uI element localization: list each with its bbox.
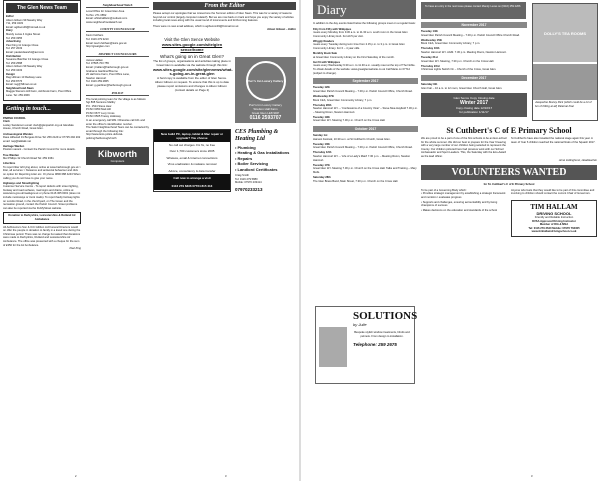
diary-event-text: The Glen Brass Band, Main Street, 7.30 p.m. Church on the Cross Hall.	[313, 179, 399, 183]
copy-date-publication: for publication 1/11/17	[459, 110, 489, 115]
diary-event	[421, 56, 527, 63]
diary-event-heading: Tuesday 12th	[313, 86, 330, 90]
dollys-photo-2	[533, 64, 597, 100]
diary-intro: In addition to the day events listed below the following groups meet on a regular basis:	[313, 22, 416, 25]
dollys-title: DOLLY'S TEA ROOMS	[544, 30, 586, 36]
county-councillor-heading: COUNTY COUNCILLOR	[86, 27, 149, 32]
school-heading: St Cuthbert's C of E Primary School	[446, 126, 572, 135]
contact-entry-heading: Tree Warden	[3, 153, 20, 157]
diary-event-text: Great Glen Parish Council Meeting – 7.00 p.m. Parish Council Office, Church Road.	[313, 146, 413, 150]
diary-label: Diary	[6, 29, 13, 33]
ces-name: CES Plumbing & Heating Ltd	[235, 128, 279, 142]
glen-news-team-title: The Glen News Team	[6, 3, 78, 13]
left-column-2	[86, 0, 149, 478]
diary-event-text: Book Club, Great Glen Community Library, 7 p.m.	[313, 98, 373, 102]
website-question: What's going on in Great Glen?	[160, 53, 224, 59]
purrs-inn-logo	[246, 61, 286, 101]
contact-entry-text: Lesley Sanderson email: clerk@glenparish.org.uk Glendale House, Church Road, Great Glen.	[3, 123, 74, 131]
tim-hallam-name: TIM HALLAM	[530, 202, 578, 211]
news-label: Neighbourhood News	[6, 86, 34, 90]
regular-event-heading: Wriggly Readers	[313, 39, 335, 43]
diary-event-heading: Thursday 23rd	[421, 64, 440, 68]
left-page	[0, 0, 299, 481]
neighbourhood-watch-text: Local Office for Great Glen Area Tel No: 271 0852 Email: whitehallfarm@outlook.com www.neighbourhoodwatch.net	[86, 10, 128, 24]
window-blind-image	[319, 327, 347, 367]
contact-entry-text: Dave Hillwood 31 Burgess Drive Tel: 259 2129 or 07725 292 202 email: nap@talktalk.net	[3, 136, 81, 143]
getting-in-touch-heading: Getting in touch...	[3, 104, 81, 114]
from-editor-sig: Alison Gibson – Editor	[267, 28, 296, 32]
volunteer-duty: • Provides strategic management by establishing a strategic framework and monitors / evaluates progress	[421, 192, 506, 199]
nov-events	[421, 30, 527, 72]
kibworth-line-6: Advice, consultancy & data transfer	[168, 168, 216, 173]
diary-event-text: Great Glen W.I. Meeting 7.30 p.m. Church on the Cross Hall. Talks and Training – Mary Mells.	[313, 167, 417, 174]
website-body-2: A hard copy is available from the editor of Glen Sence. Alison Gibson on request. To ensure that this is up to date please report omissions and changes to Alison Gibson (contact details on Page 2)	[154, 76, 230, 92]
diary-event-text: Great Glen W.I. Meeting, 7.30 p.m. Church on the Cross Hall.	[421, 59, 495, 63]
contact-entry-heading: Heritage Warden	[3, 144, 25, 148]
volunteers-subheading: for St. Cuthbert's C of E Primary School	[483, 183, 535, 187]
website-body: The list of groups, organisations and activities taking place in Great Glen is available via the website through this link:	[153, 58, 231, 67]
regular-event-text: meets every Monday from 9.30 a.m. to 11.30 a.m. south room in the Great Glen Community Library Hub. For £0.5 per visit.	[313, 31, 408, 38]
diary-event	[313, 104, 418, 115]
contact-entry	[3, 145, 81, 152]
advertising-label: Advertising	[6, 40, 21, 44]
glen-news-team-box	[3, 0, 81, 101]
tim-hallam-l4: Member of DIA & MSA	[539, 223, 569, 227]
from-editor-heading: From the Editor	[153, 2, 296, 10]
contact-entry-text: Mel Phillips 32 Church Road Tel: 259 3361	[3, 157, 54, 161]
sep-heading: September 2017	[313, 78, 418, 84]
solutions-text: Bespoke stylish window treatments, blinds and pelmets. From design to installation.	[354, 331, 410, 338]
parish-council-heading: PARISH COUNCIL	[3, 116, 26, 120]
right-page	[301, 0, 600, 481]
contact-entry-text: Customer Service Centre - To report defects with street lighting, footway and road surfaces, road signs and drains, online at www.leics.gov.uk/roadsgov.uk or phone 0116 305 0001 (does not include motorways or trunk roads). To report faulty footway lights on London Road, in the churchyard, on The Green and the recreation ground, contact the Parish Council. Street problems can also be reported via the FixMyStreet website.	[3, 185, 81, 210]
regular-events	[313, 28, 418, 76]
copy-date-label: Glen Sence Copy Closing date	[453, 96, 495, 101]
diary-event-heading: Tuesday 17th	[313, 163, 330, 167]
diary-event-text: Harvest Festival, 10.30 a.m. at St Cuthbert's Church, Great Glen.	[313, 137, 391, 141]
contact-entry-heading: Archaeological Warden	[3, 132, 33, 136]
ces-service-item: • Landlord Certificates	[235, 166, 278, 172]
diary-event-heading: Thursday 16th	[421, 47, 440, 51]
kibworth-ad-header	[86, 147, 149, 165]
oct-heading: October 2017	[313, 126, 418, 132]
solutions-phone: Telephone: 259 2675	[353, 342, 397, 348]
tim-hallam-l5: Tel: 0116 279 3640 Mobile: 07976 762305	[528, 226, 580, 230]
regular-event-heading: Monthly Book Sale	[313, 52, 338, 56]
copy-date-closing: Copy closing date 12/10/17	[455, 106, 493, 111]
regular-event-text: meets every Tuesday during term time from 2.15 p.m. to 3 p.m. in Great Glen Community Library. For 0 – 4 year olds.	[313, 43, 405, 51]
advertising-info: Paul King 11 Grange Close Tel: 257 2033 Email: paulandsarah1@aol.com	[6, 43, 45, 54]
contact-entry	[3, 154, 81, 161]
diary-event-text: Glen Fair – 10 a.m. to 12 noon, Great Glen Church Hall, Great Glen.	[421, 86, 503, 90]
purrs-inn-ad	[235, 57, 296, 123]
school-text-2: St Cuthbert's have also travelled the national stage again this year. A team of Year 6 children reached the national finals of the Squash 2017.	[511, 137, 596, 144]
regular-event-heading: Fitty from Fifty with Wikipipes	[313, 27, 352, 31]
school-text: We are proud to be a part of one of the first schools to be an Eco-school for the whole summer. We did our best to prepare for the Year 6 leaving with a very large number of our children being selected to represent the County. Our children pictured here had previous work with our School Ambassador and Sport Leaders. This, the Saturday with the Eco-Award as the lead officer.	[421, 137, 507, 158]
website-visit: Visit the Glen Sence Website	[164, 36, 220, 42]
contact-entry	[3, 133, 81, 144]
website-link[interactable]: www.sites.google.com/site/glen sence/home	[161, 41, 223, 52]
dollys-tea-rooms-ad	[532, 3, 598, 121]
diary-event	[313, 116, 418, 123]
regular-event	[313, 61, 418, 75]
design-info: Reg Hillman 13 Redway Lane Tel: 259 8776 Email: reg@hillman.co.uk	[6, 76, 42, 87]
dec-events	[421, 83, 527, 90]
neighbourhood-watch-heading: Neighbourhood Watch	[86, 3, 149, 8]
oct-events	[313, 134, 418, 183]
dollys-photo	[533, 4, 597, 62]
contact-entry-text: Position vacant - Contact the Parish Council for more details.	[3, 148, 76, 152]
purrs-inn-logo-text: Purr's Inn Luxury Cattery	[247, 78, 284, 83]
contact-entry	[3, 120, 81, 131]
air-ambulance-text: All Ashbourne's Son & ICC Gibbon Ltd Funeral Directors would on offer the people in donation to family in a loved one during the Christmas period. There was no charge but asked that donations were made to Derbyshire, Rutland and Leicestershire Air Ambulance. The office was presented with a cheque for the sum of £350 for the Air Ambulance.	[3, 225, 81, 247]
volunteers-list	[421, 192, 507, 212]
diary-event	[313, 95, 418, 102]
diary-event-text: Great Glen Parish Council Meeting – 7.00 p.m. Parish Council Office Church Road.	[421, 33, 520, 37]
regular-event-heading: Get fit with Wikipipes	[313, 60, 341, 64]
ces-service-item: • Boiler Servicing	[235, 161, 268, 167]
volunteer-duty: • Makes decisions on the education and standards of the school	[421, 208, 497, 212]
contact-entry-heading: Highways and Streetlighting	[3, 181, 40, 185]
left-page-number: 2	[75, 475, 77, 479]
distribution-info: Susanne Batchler 13 Grange Close Tel: 259 2588 Alison Gibson 99 Naseby Way Tel: 259 3433	[6, 58, 49, 72]
volunteer-duty: • Supports and challenges, ensuring accountability and by being champions of success	[421, 200, 498, 208]
left-column-3	[153, 0, 296, 478]
kibworth-line-3: Over 1,700 customers since 2005	[169, 149, 215, 154]
solutions-by: by Julie	[353, 322, 367, 327]
contact-entry-heading: Clerk	[3, 120, 10, 124]
tim-hallam-ad	[511, 200, 597, 237]
diary-event-text: Newton Harcourt W.I. – 'Confessions of a Country Vicar' – Steve Mea Hayfield 7.30 p.m. – Meeting Room, Newton Harcourt.	[313, 107, 418, 114]
purrs-inn-address: Purr's Inn Luxury Cattery Stretton Hall Farm Great Glen LE8 9DP	[248, 102, 283, 115]
copy-date-box	[421, 93, 527, 117]
diary-event-heading: Wednesday 15th	[421, 38, 443, 42]
tim-hallam-l2: Friendly and Reliable Instruction	[534, 215, 574, 219]
diary-event	[313, 164, 418, 175]
solutions-name: SOLUTIONS	[353, 310, 418, 322]
volunteers-heading: VOLUNTEERS WANTED	[421, 165, 597, 180]
ces-service-item: • Repairs	[235, 155, 253, 161]
diary-event-heading: Saturday 28th	[313, 176, 331, 179]
diary-event-heading: Tuesday 21st	[421, 56, 438, 60]
diary-event-heading: Tuesday 19th	[313, 115, 330, 119]
kibworth-phones: 0116 279 6336 07764 815 413	[154, 182, 230, 190]
diary-event	[313, 134, 418, 141]
diary-event	[313, 151, 418, 162]
diary-event-heading: Thursday 28th	[313, 103, 332, 107]
diary-event-text: Great Glen W.I. Meeting 7.30 p.m. Church on the Cross Hall.	[313, 119, 386, 123]
editor-label: Editor	[6, 15, 14, 18]
ces-service-item: • Plumbing	[235, 144, 256, 150]
diary-event	[421, 83, 527, 90]
ces-phone: 07970233213	[235, 186, 263, 192]
diary-event-text: Great Glen Parish Council Meeting – 7.00 p.m. Parish Council Office, Church Road.	[313, 89, 413, 93]
signature: Paul King	[69, 247, 81, 251]
contact-list	[3, 120, 81, 210]
regular-event	[313, 52, 418, 59]
nov-heading: November 2017	[421, 22, 527, 28]
diary-event-text: Newton Harcourt W.I. – 'Life of a Lady's Maid' 7.30 p.m. – Meeting Room, Newton Harcourt.	[313, 155, 411, 162]
website-link-2[interactable]: www.sites.google.com/site/glennews/what-s-going-on-in-great-glen	[153, 66, 233, 77]
regular-event-text: at Great Glen Community Library on the First Saturday of the month.	[313, 55, 395, 59]
district-councillors-heading: DISTRICT COUNCILLORS	[86, 52, 149, 57]
diary-event	[421, 47, 527, 54]
school-signature: Anne Hollinghurst, Headteacher	[558, 158, 597, 162]
contact-entry	[3, 162, 81, 180]
volunteers-right-text: Anyone who feels that they would like to be part of this committee and involving to children should contact the current Chair of Governors.	[511, 188, 595, 196]
contact-entry-heading: Litterbins	[3, 162, 16, 166]
ces-plumbing-ad	[235, 129, 296, 192]
from-editor-text2: There were no new email address, which is agibsonm49@hotmail.co.uk	[153, 24, 239, 28]
tim-hallam-l6: www.timhallamdrivingschool.co.uk	[531, 230, 577, 234]
from-editor-text: Please accept our apologies that we missed one the Summer edition of Glen News. This was for a variety of reasons beyond our control (largely computer related!). But we are now back on track and hope you enjoy the variety of articles including local news along with the usual round of local events and forthcoming features.	[153, 12, 294, 23]
diary-event	[421, 65, 527, 72]
solutions-ad	[315, 306, 418, 384]
diary-event-heading: Tuesday 10th	[313, 142, 330, 146]
dollys-caption: Jacqueline Stoney Flick (which could be a lot of fun of Fitting at all) Paternal Fran	[535, 101, 592, 108]
police-text: The local policing team for the village is as follows: Sgt 808 Suzanne Maltby P.C. 1524 Steve Hew PCSO 6050 Matt Hill PCSO 6677 Lucy Cross PCSO 6505 Tracey Holloway In an emergency call 999. Otherwise call 101 and enter the officer's identification number. The Safer Neighbourhood Team can be contacted by email through the following link: http://www.leics.police.uk/local-policing/harborough/north	[86, 97, 149, 141]
diary-event	[313, 143, 418, 150]
diary-event-heading: Tuesday 14th	[421, 30, 438, 33]
dec-heading: December 2017	[421, 75, 527, 81]
kibworth-ad	[153, 129, 231, 192]
kibworth-line-7: Call now to arrange a visit	[154, 174, 230, 182]
kibworth-line-4: Wireless, email & Internet connections	[166, 155, 218, 160]
diary-event	[421, 39, 527, 46]
ces-service-item: • Heating & Gas Installations	[235, 150, 290, 156]
right-page-number: 3	[531, 475, 533, 479]
diary-event	[313, 176, 418, 183]
left-page-number-2: 3	[225, 475, 227, 479]
volunteers-intro: To be part of a Governing Body which:	[421, 188, 467, 192]
regular-event	[313, 28, 418, 39]
diary-note: To have an entry in the next issue please contact Mandy Lucas on (0116) 259 2266	[421, 2, 526, 19]
regular-event-text: meets every Wednesday 9.30 a.m. to 11.30 a.m. usually meet at the top of The Noble. To obtain details of the website: www.greatglenwebsite.co.uk Call Marie on 07712 (subject to change).	[313, 64, 416, 75]
diary-event-text: Book Club, Great Glen Community Library, 7 p.m.	[421, 42, 481, 46]
purrs-inn-phone: 0116 2593707	[249, 114, 282, 121]
ces-services	[235, 145, 296, 172]
tim-hallam-l3: DVSA Approved Driving Instructor	[532, 219, 576, 223]
diary-event	[313, 86, 418, 93]
diary-event-text: Newton Harcourt W.I. AGM. 7.30 p.m. Meeting Room, Newton Harcourt.	[421, 50, 507, 54]
kibworth-line-1: New build PC, laptop, tablet & Mac repair or upgrade? You choose	[154, 130, 230, 142]
contact-entry-text: To report litter left lying about, online at www.harborough.gov.uk > litter, all services > Nuisance and antisocial behaviour and click on option for Reporting Litter etc. Or phone 0800 088 4243 When calling you do not have to give your name.	[3, 165, 81, 180]
distribution-label: Distribution	[6, 54, 22, 58]
editor-info: Alison Gibson 99 Naseby Way 711, 259 3433 Email: agibson49@hotmail.co.uk	[6, 18, 46, 29]
diary-heading: Diary	[313, 0, 416, 19]
tim-hallam-l1: DRIVING SCHOOL	[536, 210, 572, 216]
diary-event-text: Christmas Lights Switch On – Church of the Cross, Great Glen.	[421, 68, 497, 72]
kibworth-line-2: No call out charges. Fix fix, no Fee	[168, 142, 216, 147]
district-councillors-text: James Hallam Tel: 07565 703 755 Email: j.hallam@harborough.gov.uk Grahame Gardiner/Bourne 20 Half Acre Farm, Post Office Lane, Newton Harcourt Tel: 0116 259 2865 Email: g.gardiner@harborough.gov.uk	[86, 58, 132, 87]
diary-event-heading: Saturday 9th	[421, 82, 438, 86]
diary-column-1	[313, 22, 418, 481]
sep-events	[313, 86, 418, 123]
regular-event	[313, 40, 418, 51]
school-section	[421, 124, 597, 481]
website-box	[153, 37, 231, 123]
copy-date-season: Winter 2017	[459, 100, 489, 107]
air-ambulance-heading: Donation to Derbyshire, Leicestershire & Rutland Air Ambulance	[3, 212, 81, 223]
diary-event-heading: Sunday 1st	[313, 134, 328, 138]
design-label: Design	[6, 72, 15, 76]
kibworth-name: Kibworth	[98, 148, 137, 159]
ces-contact: Craig Smith Tel: 0116 279 5880 Mobile: 07970 233414	[235, 174, 262, 185]
news-info: Maggie Slemers Hill Farm, Ashbrook Farm, Post Office Lane. Tel: 259 2969	[6, 90, 72, 98]
diary-event-heading: Thursday 12th	[313, 151, 332, 155]
diary-event-heading: Wednesday 27th	[313, 94, 335, 98]
left-column-1	[3, 0, 81, 478]
kibworth-sub: Computers	[110, 158, 125, 163]
diary-info: Mandy Lucas 4 Ingles Street Tel: 259 3355	[6, 32, 41, 40]
county-councillor-text: Kevin Feltham Tel: 0116 279 3210 Email: kevin.feltham@leics.gov.uk http://greatglen.com	[86, 34, 127, 49]
diary-event	[421, 30, 527, 37]
contact-entry	[3, 182, 81, 211]
police-heading: POLICE	[86, 91, 149, 96]
kibworth-line-5: Virus eradication & malware removal	[167, 162, 217, 167]
